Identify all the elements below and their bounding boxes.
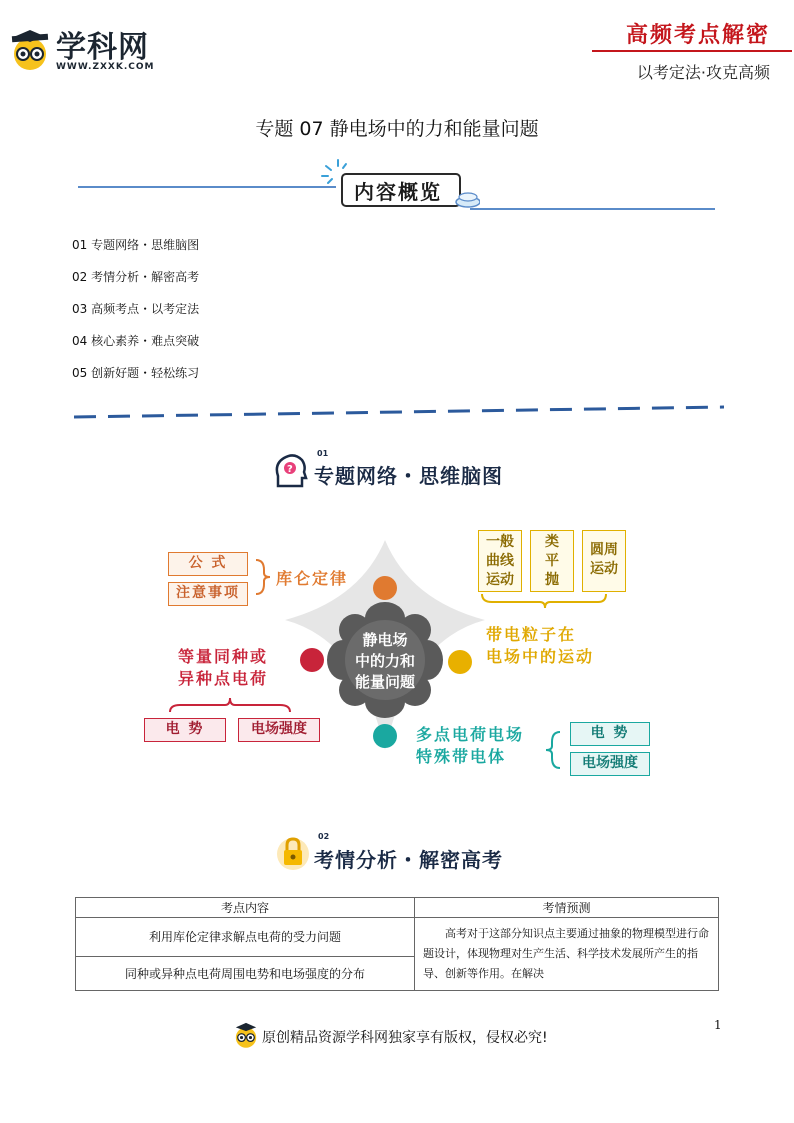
label-line: 多点电荷电场 <box>416 725 525 744</box>
toc-item[interactable]: 01 专题网络・思维脑图 <box>72 238 200 252</box>
label-line: 电场中的运动 <box>486 647 595 666</box>
section-divider-dashed <box>74 404 724 420</box>
label-line: 特殊带电体 <box>416 747 507 766</box>
forecast-body: 高考对于这部分知识点主要通过抽象的物理模型进行命题设计，体现物理对生产生活、科学技术发展所产生的指导、创新等作用。在解决 <box>423 927 709 980</box>
logo-url: WWW.ZXXK.COM <box>56 62 155 72</box>
box-line: 平 <box>545 553 559 569</box>
circular-motion-box <box>582 530 626 592</box>
box-line: 运动 <box>590 561 618 577</box>
coulomb-node-dot <box>373 576 397 600</box>
owl-mascot-icon <box>8 28 52 72</box>
point-node-dot <box>300 648 324 672</box>
motion-curve-box <box>478 530 522 592</box>
slogan-divider <box>592 50 792 52</box>
multi-field-box: 电场强度 <box>570 752 650 776</box>
box-line: 曲线 <box>486 553 514 569</box>
box-line: 一般 <box>486 534 514 550</box>
multi-charge-label <box>416 724 524 768</box>
overview-rule-left <box>78 186 336 188</box>
overview-heading <box>340 170 480 210</box>
table-header: 考点内容 <box>76 898 415 918</box>
coulomb-notes-box: 注意事项 <box>168 582 248 606</box>
table-header: 考情预测 <box>415 898 719 918</box>
slogan-subtitle: 以考定法·攻克高频 <box>636 63 770 82</box>
label-line: 等量同种或 <box>178 647 269 666</box>
logo-text: 学科网 <box>56 30 149 65</box>
section-number: 02 <box>318 832 330 841</box>
overview-rule-right <box>470 208 715 210</box>
projectile-box <box>530 530 574 592</box>
point-field-box: 电场强度 <box>238 718 320 742</box>
copyright-notice: 原创精品资源学科网独家享有版权，侵权必究! <box>262 1030 548 1046</box>
coulomb-formula-box: 公 式 <box>168 552 248 576</box>
point-charge-label <box>178 646 268 690</box>
box-line: 抛 <box>545 572 559 588</box>
overview-label: 内容概览 <box>354 180 442 204</box>
section-title: 专题网络・思维脑图 <box>314 464 503 488</box>
box-line: 类 <box>545 534 559 550</box>
center-line: 能量问题 <box>354 673 415 691</box>
site-logo[interactable] <box>8 26 168 78</box>
brain-head-icon <box>272 452 308 492</box>
multi-potential-box: 电 势 <box>570 722 650 746</box>
slogan-title: 高频考点解密 <box>625 22 770 48</box>
center-line: 静电场 <box>362 631 408 649</box>
section-title: 考情分析・解密高考 <box>314 848 503 872</box>
moving-charge-label <box>486 624 594 668</box>
svg-text:?: ? <box>287 464 293 475</box>
center-line: 中的力和 <box>354 652 415 670</box>
toc-item[interactable]: 05 创新好题・轻松练习 <box>72 366 200 380</box>
box-line: 运动 <box>486 572 514 588</box>
label-line: 带电粒子在 <box>486 625 577 644</box>
table-row: 同种或异种点电荷周围电势和电场强度的分布 <box>76 956 415 990</box>
multi-node-dot <box>373 724 397 748</box>
lock-icon <box>276 834 310 872</box>
page-number: 1 <box>714 1018 722 1032</box>
moving-node-dot <box>448 650 472 674</box>
forecast-text <box>415 918 719 991</box>
toc-item[interactable]: 03 高频考点・以考定法 <box>72 302 200 316</box>
point-potential-box: 电 势 <box>144 718 226 742</box>
label-line: 异种点电荷 <box>178 669 269 688</box>
table-row: 利用库伦定律求解点电荷的受力问题 <box>76 918 415 957</box>
document-title: 专题 07 静电场中的力和能量问题 <box>255 118 539 140</box>
toc-item[interactable]: 04 核心素养・难点突破 <box>72 334 200 348</box>
coulomb-label: 库仑定律 <box>276 569 349 588</box>
mind-map-center <box>340 630 430 693</box>
box-line: 圆周 <box>590 542 618 558</box>
owl-mascot-icon <box>232 1020 260 1050</box>
section-number: 01 <box>317 449 329 458</box>
exam-analysis-table <box>75 897 719 991</box>
toc-item[interactable]: 02 考情分析・解密高考 <box>72 270 200 284</box>
mind-map <box>140 500 660 800</box>
